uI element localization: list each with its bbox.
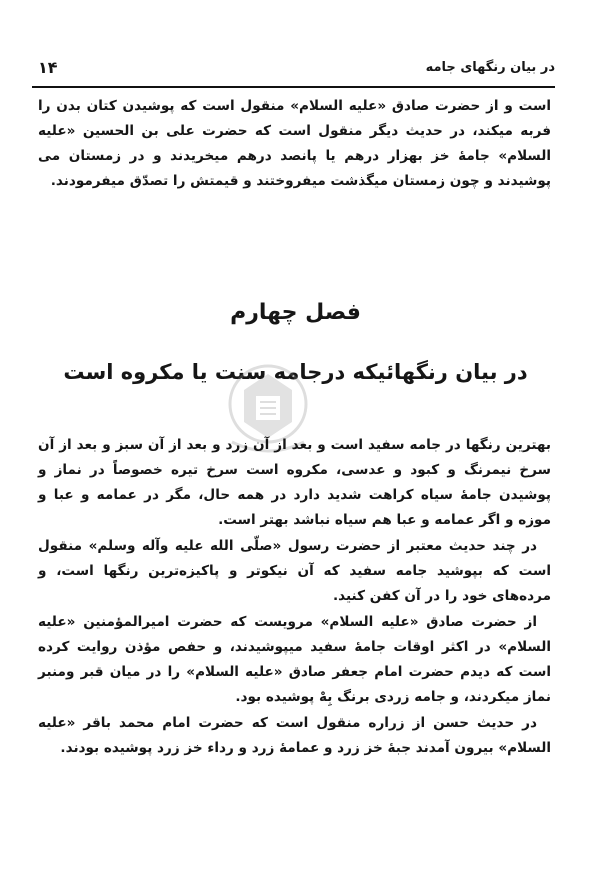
body-paragraph-2: در چند حدیث معتبر از حضرت رسول «صلّی الله علیه وآله وسلم» منقول است که بپوشید جامه سفید که آن نیکوتر و پاکیزه‌ترین رنگها است، و مرده‌های خود را در آن کفن کنید. [38, 538, 551, 604]
running-header [34, 58, 557, 86]
body-text-block [38, 433, 551, 762]
section-subheading: در بیان رنگهائیکه درجامه سنت یا مکروه است [63, 360, 528, 384]
page-number: ۱۴ [38, 58, 58, 77]
body-paragraph-4: در حدیث حسن از زراره منقول است که حضرت امام محمد باقر «علیه السلام» بیرون آمدند جبهٔ خز زرد و عمامهٔ زرد و رداء خز زرد پوشیده بودند. [38, 715, 551, 756]
intro-paragraph: است و از حضرت صادق «علیه السلام» منقول است که پوشیدن کتان بدن را فربه میکند، در حدیث دیگر منقول است که حضرت علی بن الحسین «علیه السلام» جامهٔ خز بهزار درهم یا پانصد درهم میخریدند و در زمستان می پوشیدند و چون زمستان میگذشت میفروختند و قیمتش را تصدّق میفرمودند. [38, 98, 551, 189]
body-paragraph-3: از حضرت صادق «علیه السلام» مرویست که حضرت امیرالمؤمنین «علیه السلام» در اکثر اوقات جامهٔ سفید میپوشیدند، و حفص مؤذن روایت کرده است که دیدم حضرت امام جعفر صادق «علیه السلام» را در میان قبر ومنبر نماز میکردند، و جامه زردی برنگ بِهْ پوشیده بود. [38, 614, 551, 705]
header-rule [32, 86, 555, 88]
intro-text-block [38, 94, 551, 195]
body-paragraph-1: بهترین رنگها در جامه سفید است و بعد از آن زرد و بعد از آن سبز و بعد از آن سرخ نیمرنگ و کبود و عدسی، مکروه است سرخ تیره خصوصاً در نماز و پوشیدن جامهٔ سیاه کراهت شدید دارد در همه حال، مگر در عمامه و عبا و موزه و اگر عمامه و عبا هم سیاه نباشد بهتر است. [38, 437, 551, 528]
running-header-title: در بیان رنگهای جامه [425, 60, 555, 75]
section-heading: فصل چهارم [230, 300, 361, 325]
